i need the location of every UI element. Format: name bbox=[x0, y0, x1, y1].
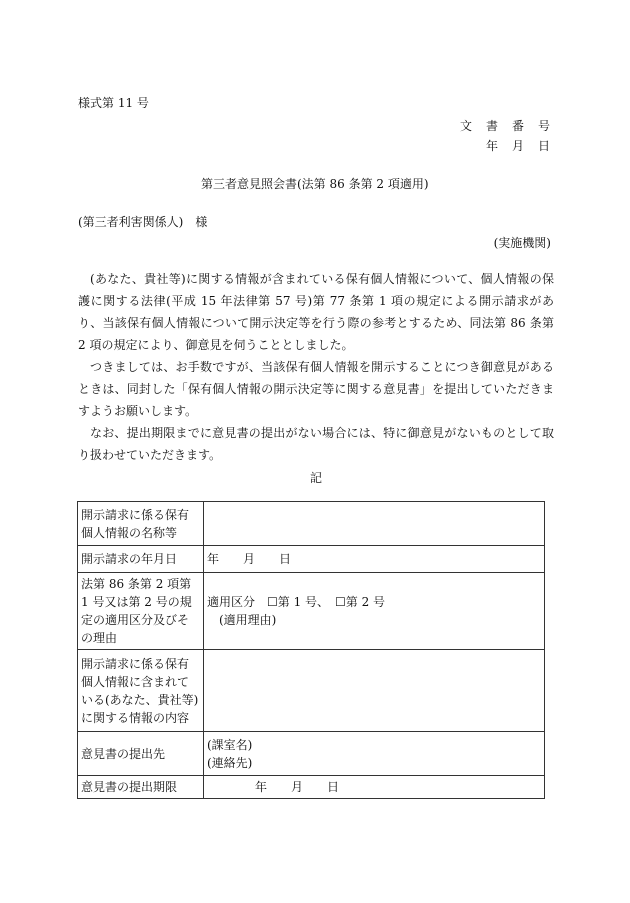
ki-heading: 記 bbox=[310, 471, 323, 485]
application-category: 適用区分 ☐第 1 号、 ☐第 2 号 bbox=[207, 595, 386, 609]
table-label: 意見書の提出期限 bbox=[78, 776, 204, 799]
table-row bbox=[78, 546, 545, 573]
deadline-date: 年 月 日 bbox=[255, 780, 340, 794]
application-reason: (適用理由) bbox=[219, 613, 277, 627]
table-row bbox=[78, 732, 545, 776]
body-paragraph-2 bbox=[78, 356, 554, 422]
table-row bbox=[78, 776, 545, 799]
table-row bbox=[78, 502, 545, 546]
table-value bbox=[204, 732, 545, 776]
paragraph-2-text: つきましては、お手数ですが、当該保有個人情報を開示することにつき御意見があるときは、同封した「保有個人情報の開示決定等に関する意見書」を提出していただきますようお願いします。 bbox=[78, 360, 554, 418]
document-number: 文 書 番 号 bbox=[459, 119, 551, 133]
addressee: (第三者利害関係人) 様 bbox=[78, 215, 208, 229]
table-value bbox=[204, 650, 545, 732]
table-label: 意見書の提出先 bbox=[78, 732, 204, 776]
form-number: 様式第 11 号 bbox=[78, 96, 149, 110]
table-row bbox=[78, 650, 545, 732]
document-date: 年 月 日 bbox=[485, 139, 551, 153]
table-value bbox=[204, 573, 545, 650]
body-paragraph-3 bbox=[78, 422, 554, 466]
department-name: (課室名) bbox=[207, 737, 253, 752]
table-value bbox=[204, 776, 545, 799]
info-table bbox=[77, 501, 545, 799]
paragraph-3-text: なお、提出期限までに意見書の提出がない場合には、特に御意見がないものとして取り扱わせていただきます。 bbox=[78, 426, 554, 462]
page-title: 第三者意見照会書(法第 86 条第 2 項適用) bbox=[201, 177, 429, 191]
table-row bbox=[78, 573, 545, 650]
paragraph-1-text: (あなた、貴社等)に関する情報が含まれている保有個人情報について、個人情報の保護に関する法律(平成 15 年法律第 57 号)第 77 条第 1 項の規定による開示請求があり、当該保有個人情報について開示決定等を行う際の参考とするため、同法第 86 条第 2 項の規定により、御意見を伺うこととしました。 bbox=[78, 272, 554, 352]
table-value bbox=[204, 502, 545, 546]
contact-info: (連絡先) bbox=[207, 755, 253, 770]
sender-agency: (実施機関) bbox=[493, 236, 551, 250]
body-paragraph-1 bbox=[78, 268, 554, 356]
table-label: 開示請求に係る保有個人情報に含まれている(あなた、貴社等)に関する情報の内容 bbox=[78, 650, 204, 732]
table-value: 年 月 日 bbox=[204, 546, 545, 573]
table-label: 開示請求の年月日 bbox=[78, 546, 204, 573]
table-label: 法第 86 条第 2 項第 1 号又は第 2 号の規定の適用区分及びその理由 bbox=[78, 573, 204, 650]
table-label: 開示請求に係る保有個人情報の名称等 bbox=[78, 502, 204, 546]
